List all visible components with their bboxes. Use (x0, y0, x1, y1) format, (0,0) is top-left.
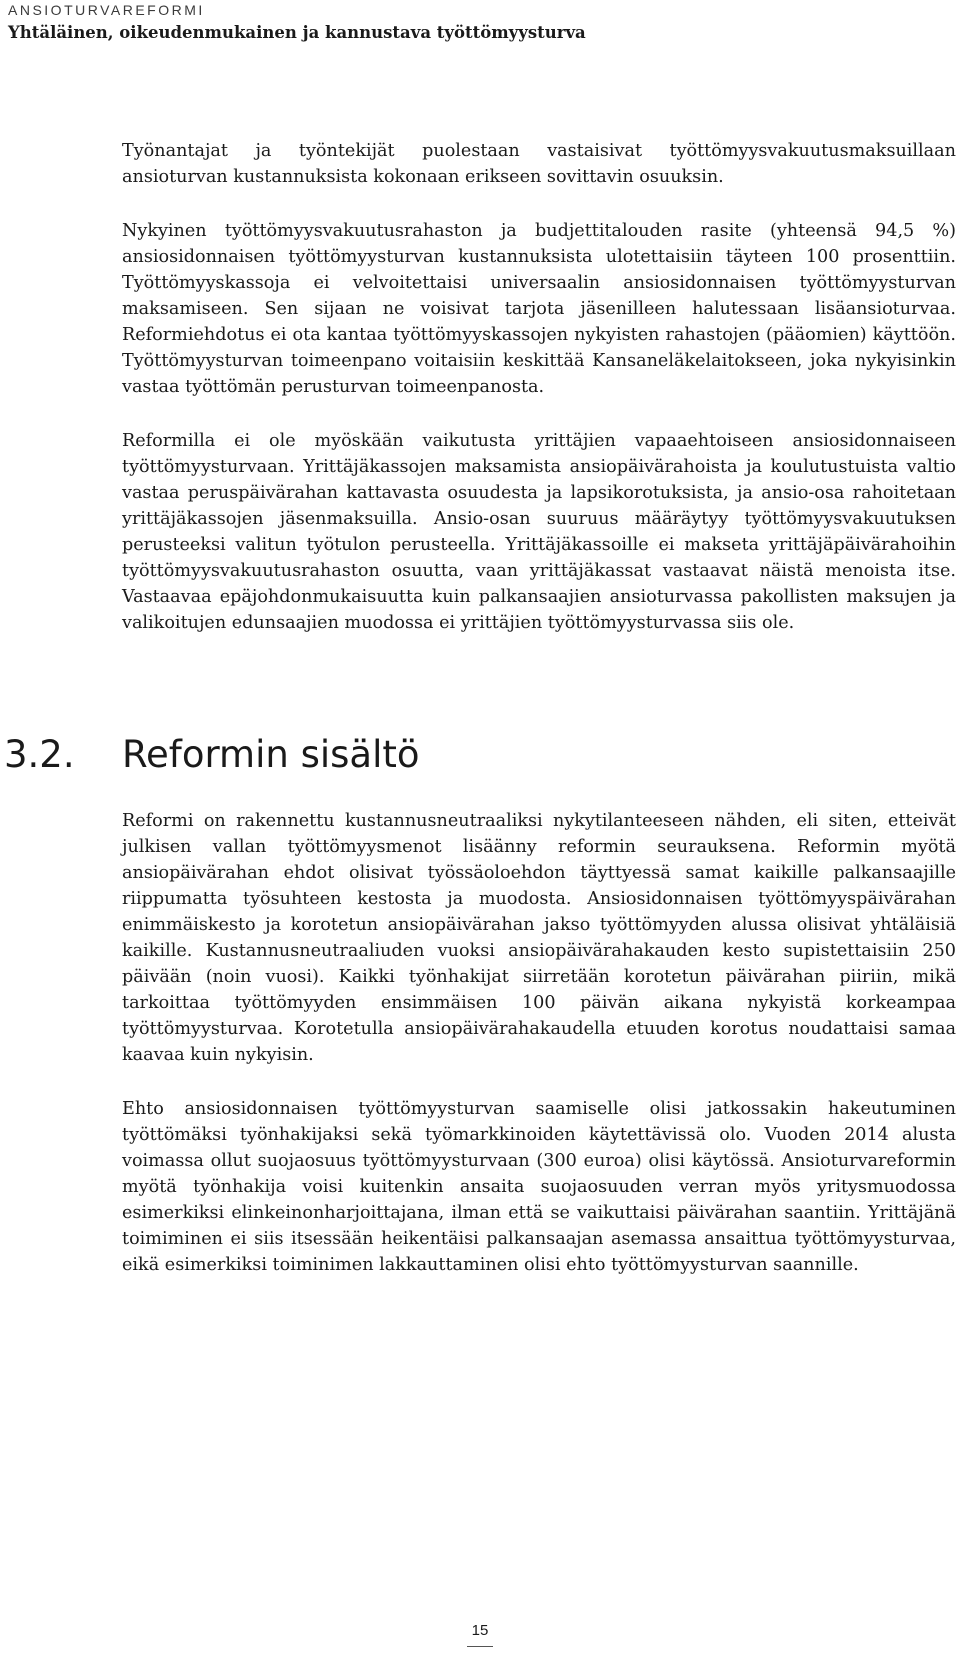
header-kicker: ANSIOTURVAREFORMI (8, 2, 205, 18)
paragraph: Reformi on rakennettu kustannusneutraaliksi nykytilanteeseen nähden, eli siten, etteivät julkisen vallan työttömyysmenot lisäänny reformin seurauksena. Reformin myötä ansiopäivärahan ehdot olisivat työssäoloehdon täyttyessä samat kaikille palkansaajille riippumatta työsuhteen kestosta ja muodosta. Ansiosidonnaisen työttömyyspäivärahan enimmäiskesto ja korotetun ansiopäivärahan jakso työttömyyden alussa olisivat yhtäläisiä kaikille. Kustannusneutraaliuden vuoksi ansiopäivärahakauden kesto supistettaisiin 250 päivään (noin vuosi). Kaikki työnhakijat siirretään korotetun päivärahan piiriin, mikä tarkoittaa työttömyyden ensimmäisen 100 päivän aikana nykyistä korkeampaa työttömyysturvaa. Korotetulla ansiopäivärahakaudella etuuden korotus noudattaisi samaa kaavaa kuin nykyisin. (122, 811, 956, 1065)
body-text-top (122, 138, 956, 636)
section-title: Reformin sisältö (122, 733, 420, 776)
page-number: 15 (471, 1622, 489, 1639)
section-heading (4, 733, 956, 793)
paragraph: Reformilla ei ole myöskään vaikutusta yrittäjien vapaaehtoiseen ansiosidonnaiseen työttömyysturvaan. Yrittäjäkassojen maksamista ansiopäivärahoista ja koulutustuista valtio vastaa peruspäivärahan kattavasta osuudesta ja lapsikorotuksista, ja ansio-osa rahoitetaan yrittäjäkassojen jäsenmaksuilla. Ansio-osan suuruus määräytyy työttömyysvakuutuksen perusteeksi valitun työtulon perusteella. Yrittäjäkassoille ei makseta yrittäjäpäivärahoihin työttömyysvakuutusrahaston osuutta, vaan yrittäjäkassat vastaavat näistä menoista itse. Vastaavaa epäjohdonmukaisuutta kuin palkansaajien ansioturvassa pakollisten maksujen ja valikoitujen edunsaajien muodossa ei yrittäjien työttömyysturvassa siis ole. (122, 431, 956, 633)
footer-rule (467, 1646, 493, 1647)
header-title: Yhtäläinen, oikeudenmukainen ja kannustava työttömyysturva (8, 23, 586, 42)
section-number: 3.2. (4, 733, 75, 776)
paragraph: Ehto ansiosidonnaisen työttömyysturvan saamiselle olisi jatkossakin hakeutuminen työttömäksi työnhakijaksi sekä työmarkkinoiden käytettävissä olo. Vuoden 2014 alusta voimassa ollut suojaosuus työttömyysturvaan (300 euroa) olisi käytössä. Ansioturvareformin myötä työnhakija voisi kuitenkin ansaita suojaosuuden verran myös yritysmuodossa esimerkiksi elinkeinonharjoittajana, ilman että se vaikuttaisi päivärahan saantiin. Yrittäjänä toimiminen ei siis itsessään heikentäisi palkansaajan asemassa ansaittua työttömyysturvaa, eikä esimerkiksi toiminimen lakkauttaminen olisi ehto työttömyysturvan saannille. (122, 1099, 956, 1275)
paragraph: Nykyinen työttömyysvakuutusrahaston ja budjettitalouden rasite (yhteensä 94,5 %) ansiosidonnaisen työttömyysturvan kustannuksista ulotettaisiin täyteen 100 prosenttiin. Työttömyyskassoja ei velvoitettaisi universaalin ansiosidonnaisen työttömyysturvan maksamiseen. Sen sijaan ne voisivat tarjota jäsenilleen halutessaan lisäansioturvaa. Reformiehdotus ei ota kantaa työttömyyskassojen nykyisten rahastojen (pääomien) käyttöön. Työttömyysturvan toimeenpano voitaisiin keskittää Kansaneläkelaitokseen, joka nykyisinkin vastaa työttömän perusturvan toimeenpanosta. (122, 221, 956, 397)
page-footer (0, 1620, 960, 1647)
paragraph: Työnantajat ja työntekijät puolestaan vastaisivat työttömyysvakuutusmaksuillaan ansioturvan kustannuksista kokonaan erikseen sovittavin osuuksin. (122, 141, 956, 187)
body-text-bottom (122, 808, 956, 1278)
running-header (8, 0, 948, 44)
